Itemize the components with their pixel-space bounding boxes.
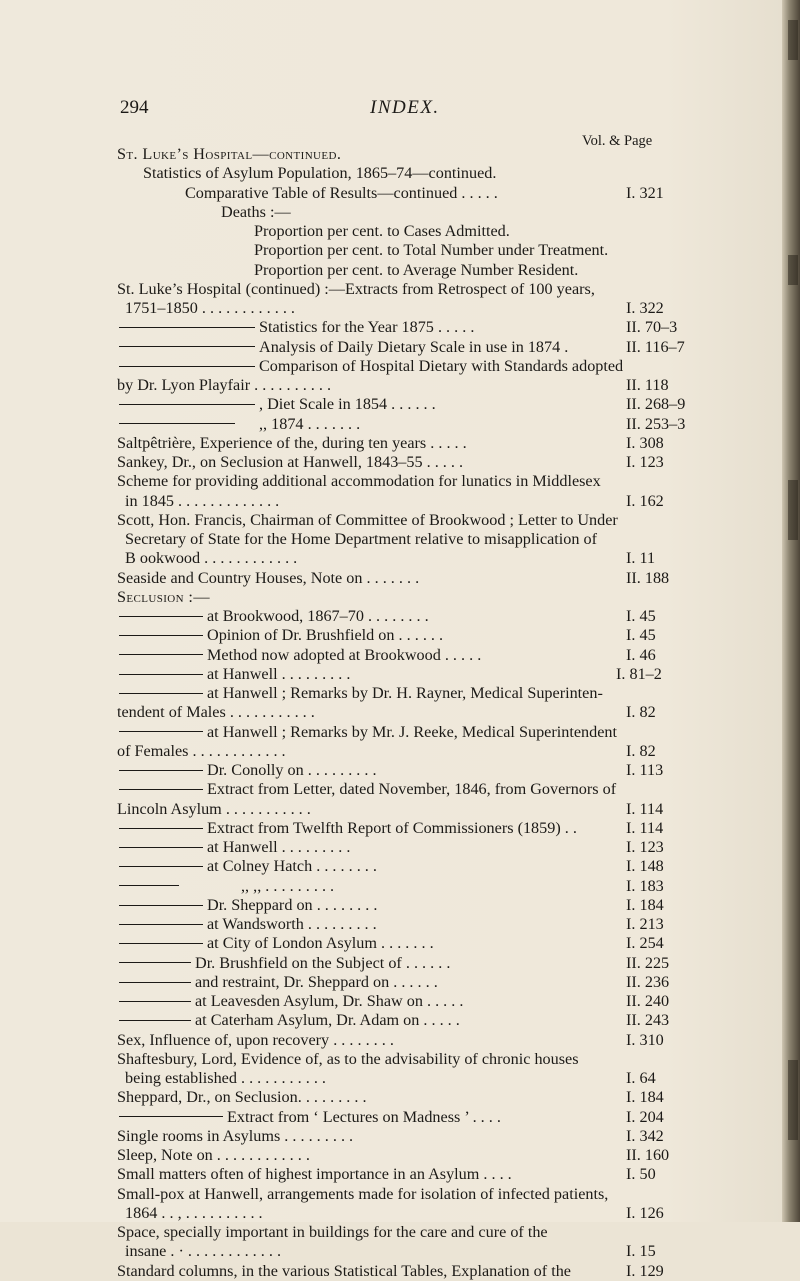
repeat-dash (119, 731, 203, 732)
index-line (117, 607, 662, 626)
index-line (117, 857, 662, 876)
index-ref: I. 64 (626, 1069, 656, 1087)
page-number: 294 (120, 97, 149, 118)
index-ref: II. 268–9 (626, 395, 686, 414)
index-ref: II. 225 (626, 953, 670, 972)
index-ref: I. 310 (626, 1030, 664, 1049)
index-line (117, 1031, 662, 1050)
index-text: at Hanwell ; Remarks by Mr. J. Reeke, Medical Superintendent (207, 722, 617, 741)
section-heading: St. Luke’s Hospital—continued. (117, 145, 342, 163)
index-text: 1864 . . , . . . . . . . . . . (125, 1203, 263, 1222)
repeat-dash (119, 905, 203, 906)
index-line (117, 992, 670, 1011)
index-ref: I. 204 (626, 1107, 664, 1126)
index-text: ,, ,, . . . . . . . . . (241, 876, 335, 895)
index-ref: I. 129 (626, 1261, 664, 1280)
index-line (117, 588, 662, 607)
index-text: Proportion per cent. to Average Number Resident. (254, 260, 579, 279)
index-ref: I. 81–2 (616, 664, 662, 683)
index-line (117, 492, 662, 511)
index-ref: II. 236 (626, 972, 670, 991)
index-text: at Leavesden Asylum, Dr. Shaw on . . . . . (195, 992, 464, 1010)
index-text: Dr. Brushfield on the Subject of . . . . . . (195, 953, 451, 972)
repeat-dash (119, 327, 255, 328)
section-heading: Seclusion :— (117, 587, 210, 606)
index-text: Secretary of State for the Home Department relative to misapplication of (125, 530, 597, 548)
running-title: INDEX. (370, 97, 440, 118)
index-text: Lincoln Asylum . . . . . . . . . . . (117, 799, 311, 818)
index-line (117, 742, 662, 761)
index-text: Sleep, Note on . . . . . . . . . . . . (117, 1146, 310, 1164)
index-line (117, 1069, 662, 1088)
repeat-dash (119, 828, 203, 829)
index-line (117, 953, 670, 973)
index-text: Extract from Twelfth Report of Commissioners (1859) . . (207, 818, 577, 837)
index-line (117, 877, 662, 896)
index-ref: I. 322 (626, 299, 664, 317)
index-line (117, 549, 662, 568)
repeat-dash (119, 962, 191, 963)
index-ref: I. 184 (626, 895, 664, 914)
index-text: at Caterham Asylum, Dr. Adam on . . . . . (195, 1011, 460, 1030)
index-line (117, 299, 662, 318)
index-line (117, 203, 662, 222)
index-text: ,, 1874 . . . . . . . (259, 414, 361, 433)
index-ref: I. 50 (626, 1165, 656, 1184)
index-line (117, 530, 662, 549)
index-text: at Hanwell ; Remarks by Dr. H. Rayner, Medical Superinten- (207, 684, 603, 702)
index-text: Statistics of Asylum Population, 1865–74—continued. (143, 164, 497, 183)
index-ref: I. 321 (626, 183, 664, 202)
index-text: Method now adopted at Brookwood . . . . . (207, 645, 482, 664)
repeat-dash (119, 1020, 191, 1021)
index-ref: I. 342 (626, 1126, 664, 1145)
index-ref: I. 254 (626, 934, 664, 953)
index-line (117, 1127, 662, 1146)
index-text: Comparison of Hospital Dietary with Standards adopted (259, 356, 624, 375)
index-line (117, 896, 662, 915)
index-line (117, 819, 662, 838)
index-ref: I. 148 (626, 857, 664, 876)
index-ref: II. 253–3 (626, 414, 686, 433)
repeat-dash (119, 693, 203, 694)
index-text: being established . . . . . . . . . . . (125, 1069, 326, 1087)
repeat-dash (119, 674, 203, 675)
index-ref: II. 118 (626, 376, 669, 394)
index-line (117, 145, 662, 164)
repeat-dash (119, 770, 203, 771)
index-line (117, 1011, 670, 1030)
index-ref: I. 113 (626, 761, 664, 779)
index-line (117, 337, 685, 357)
index-text: of Females . . . . . . . . . . . . (117, 741, 286, 760)
index-text: at Wandsworth . . . . . . . . . (207, 915, 377, 933)
index-ref: I. 15 (626, 1242, 656, 1261)
repeat-dash (119, 346, 255, 347)
index-line (117, 472, 662, 491)
index-line (117, 261, 662, 280)
repeat-dash (119, 1116, 223, 1117)
index-ref: I. 183 (626, 876, 664, 895)
index-text: Comparative Table of Results—continued . . . . . (185, 183, 498, 202)
index-line (117, 1050, 662, 1069)
page-edge-mark (788, 1060, 798, 1140)
index-text: St. Luke’s Hospital (continued) :—Extracts from Retrospect of 100 years, (117, 279, 595, 298)
index-line (117, 164, 662, 183)
index-text: Sex, Influence of, upon recovery . . . . . . . . (117, 1030, 394, 1049)
index-text: tendent of Males . . . . . . . . . . . (117, 703, 315, 722)
index-line (117, 414, 686, 434)
index-line (117, 453, 662, 472)
index-ref: I. 45 (626, 626, 656, 645)
index-ref: II. 243 (626, 1011, 670, 1030)
index-text: Saltpêtrière, Experience of the, during ten years . . . . . (117, 433, 467, 452)
index-line (117, 838, 662, 857)
index-line (117, 280, 662, 299)
index-text: 1751–1850 . . . . . . . . . . . . (125, 299, 295, 317)
index-ref: I. 123 (626, 838, 664, 856)
index-line (117, 915, 662, 934)
index-line (117, 1108, 662, 1127)
repeat-dash (119, 1001, 191, 1002)
index-ref: I. 184 (626, 1088, 664, 1107)
index-line (117, 357, 662, 376)
repeat-dash (119, 982, 191, 983)
index-ref: II. 70–3 (626, 318, 678, 337)
repeat-dash (119, 423, 235, 424)
index-entries (117, 145, 686, 1281)
index-text: Small-pox at Hanwell, arrangements made for isolation of infected patients, (117, 1184, 609, 1203)
index-ref: I. 46 (626, 645, 656, 664)
index-ref: I. 82 (626, 741, 656, 760)
repeat-dash (119, 866, 203, 867)
index-line (117, 684, 662, 703)
index-text: at Brookwood, 1867–70 . . . . . . . . (207, 607, 429, 625)
index-ref: I. 213 (626, 915, 664, 933)
index-ref: II. 188 (626, 568, 670, 587)
index-ref: I. 114 (626, 818, 664, 837)
repeat-dash (119, 943, 203, 944)
index-line (117, 184, 662, 203)
index-line (117, 568, 670, 588)
index-line (117, 434, 662, 453)
index-text: Scott, Hon. Francis, Chairman of Committee of Brookwood ; Letter to Under (117, 510, 618, 529)
index-line (117, 241, 662, 260)
repeat-dash (119, 847, 203, 848)
column-header: Vol. & Page (582, 133, 653, 149)
index-line (117, 1146, 670, 1165)
index-line (117, 511, 662, 530)
index-text: B ookwood . . . . . . . . . . . . (125, 549, 298, 568)
index-text: Scheme for providing additional accommodation for lunatics in Middlesex (117, 472, 601, 491)
index-line (117, 395, 686, 414)
index-line (117, 723, 662, 742)
index-text: insane . · . . . . . . . . . . . . (125, 1242, 282, 1261)
index-text: in 1845 . . . . . . . . . . . . . (125, 491, 280, 510)
index-ref: II. 116–7 (626, 337, 685, 356)
index-text: Extract from Letter, dated November, 1846, from Governors of (207, 780, 617, 799)
index-text: at City of London Asylum . . . . . . . (207, 934, 434, 953)
index-ref: II. 160 (626, 1146, 670, 1164)
repeat-dash (119, 366, 255, 367)
index-line (117, 1185, 662, 1204)
index-text: Small matters often of highest importance in an Asylum . . . . (117, 1165, 512, 1184)
index-line (117, 1223, 662, 1242)
page-edge-mark (788, 480, 798, 540)
running-head (120, 97, 675, 123)
index-text: Dr. Sheppard on . . . . . . . . (207, 895, 378, 914)
index-line (117, 1242, 662, 1261)
index-text: Sankey, Dr., on Seclusion at Hanwell, 1843–55 . . . . . (117, 453, 464, 471)
index-text: Standard columns, in the various Statistical Tables, Explanation of the (117, 1261, 571, 1280)
index-text: Extract from ‘ Lectures on Madness ’ . . . . (227, 1107, 501, 1126)
index-ref: I. 45 (626, 607, 656, 625)
repeat-dash (119, 789, 203, 790)
index-line (117, 665, 662, 684)
index-text: Proportion per cent. to Cases Admitted. (254, 222, 510, 240)
index-text: Deaths :— (221, 202, 291, 221)
index-text: Analysis of Daily Dietary Scale in use in 1874 . (259, 337, 569, 356)
index-line (117, 1262, 662, 1281)
index-text: Opinion of Dr. Brushfield on . . . . . . (207, 626, 444, 645)
index-text: Shaftesbury, Lord, Evidence of, as to the advisability of chronic houses (117, 1049, 579, 1068)
index-text: Space, specially important in buildings for the care and cure of the (117, 1223, 548, 1241)
index-text: Statistics for the Year 1875 . . . . . (259, 318, 475, 337)
repeat-dash (119, 404, 255, 405)
index-ref: II. 240 (626, 992, 670, 1010)
index-text: and restraint, Dr. Sheppard on . . . . . . (195, 972, 438, 991)
index-line (117, 646, 662, 665)
index-text: by Dr. Lyon Playfair . . . . . . . . . . (117, 376, 332, 394)
page-edge-mark (788, 255, 798, 285)
index-ref: I. 126 (626, 1203, 664, 1222)
index-line (117, 703, 662, 722)
index-ref: I. 82 (626, 703, 656, 722)
index-line (117, 780, 662, 799)
index-text: Sheppard, Dr., on Seclusion. . . . . . . . . (117, 1088, 367, 1107)
index-ref: I. 11 (626, 549, 656, 568)
index-line (117, 376, 669, 395)
page-edge-shadow (782, 0, 800, 1222)
index-text: , Diet Scale in 1854 . . . . . . (259, 395, 436, 414)
index-text: at Colney Hatch . . . . . . . . (207, 857, 377, 876)
index-line (117, 626, 662, 645)
index-text: Seaside and Country Houses, Note on . . . . . . . (117, 568, 420, 587)
index-ref: I. 162 (626, 491, 664, 510)
index-line (117, 972, 670, 992)
index-line (117, 318, 678, 337)
index-ref: I. 114 (626, 799, 664, 818)
index-line (117, 1204, 662, 1223)
page-edge-mark (788, 20, 798, 60)
index-line (117, 934, 662, 953)
repeat-dash (119, 654, 203, 655)
index-line (117, 222, 662, 241)
index-line (117, 761, 662, 780)
index-text: at Hanwell . . . . . . . . . (207, 838, 351, 856)
repeat-dash (119, 885, 179, 886)
index-text: Proportion per cent. to Total Number under Treatment. (254, 241, 609, 260)
index-text: Dr. Conolly on . . . . . . . . . (207, 761, 377, 779)
index-line (117, 1165, 662, 1184)
index-text: Single rooms in Asylums . . . . . . . . . (117, 1126, 354, 1145)
repeat-dash (119, 924, 203, 925)
index-ref: I. 308 (626, 433, 664, 452)
index-line (117, 1088, 662, 1107)
index-text: at Hanwell . . . . . . . . . (207, 664, 351, 683)
index-ref: I. 123 (626, 453, 664, 471)
index-line (117, 800, 662, 819)
repeat-dash (119, 635, 203, 636)
repeat-dash (119, 616, 203, 617)
